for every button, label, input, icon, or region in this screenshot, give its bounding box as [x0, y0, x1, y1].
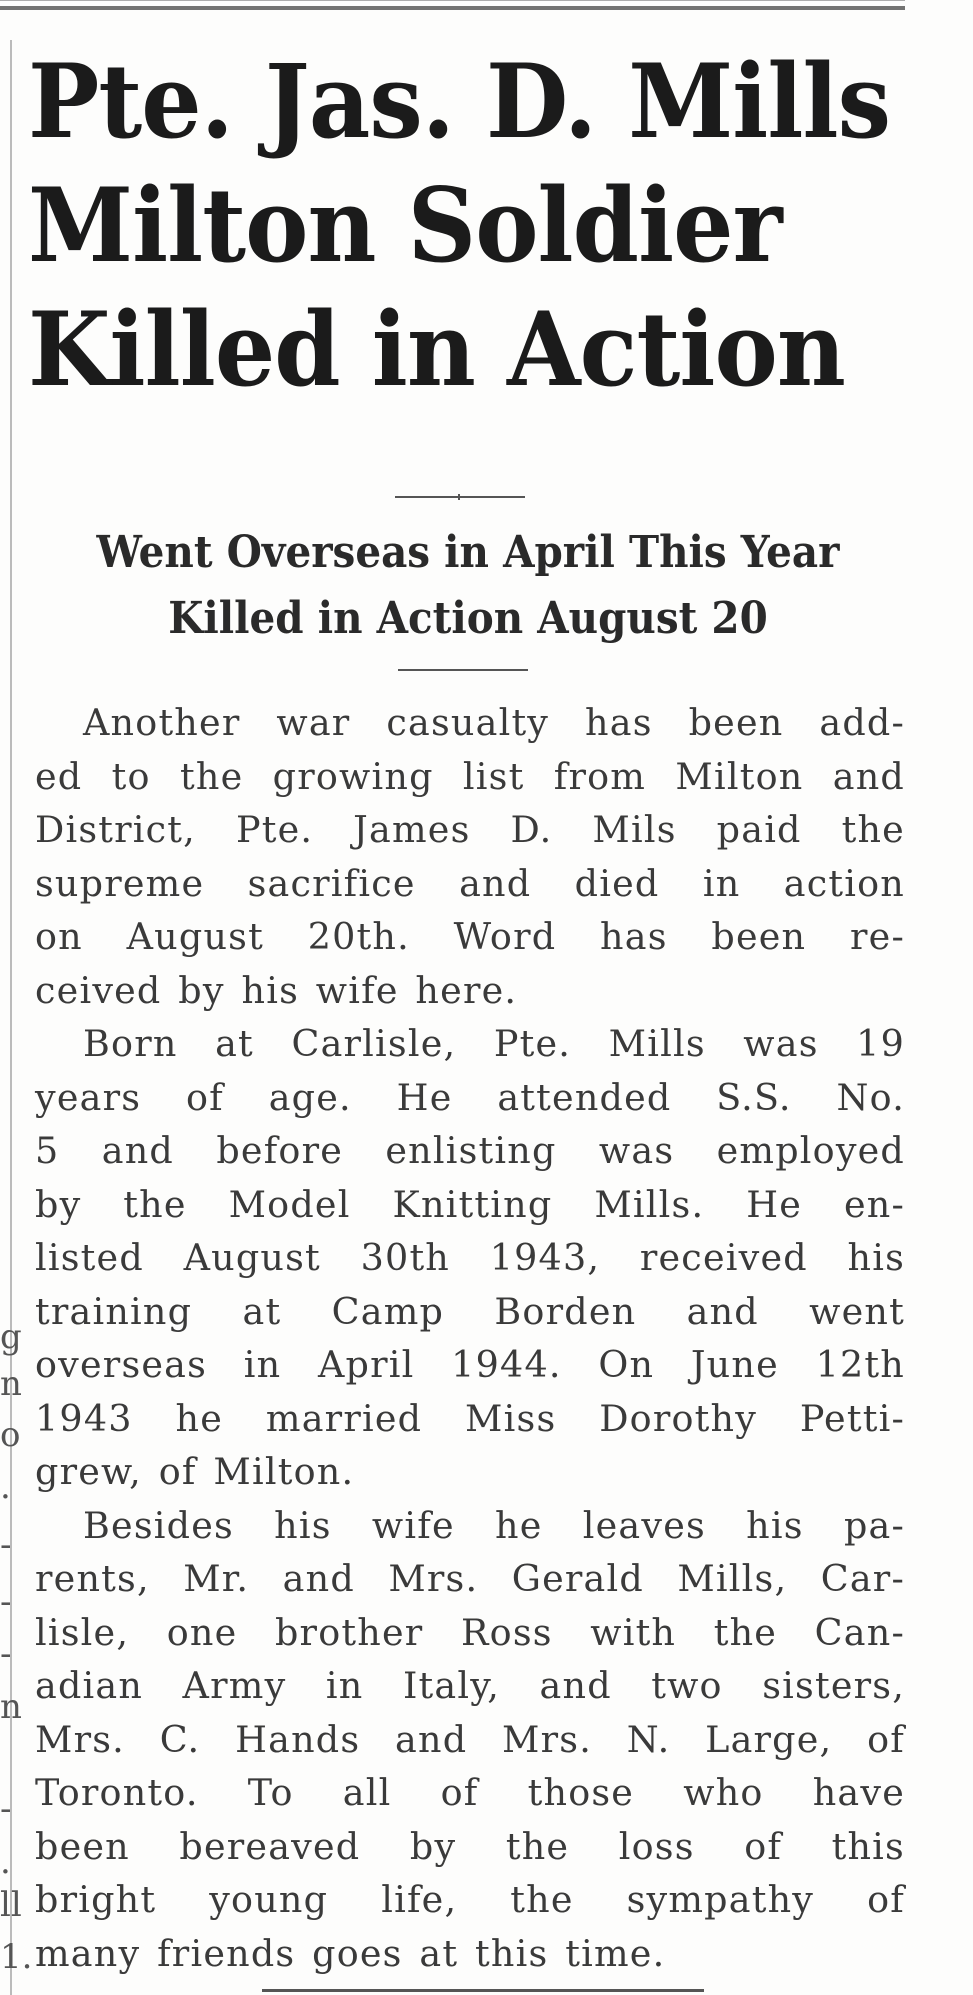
margin-fragment: . — [0, 1467, 11, 1507]
body-line: bright young life, the sympathy of — [35, 1878, 905, 1921]
margin-fragment: . — [0, 1842, 11, 1882]
body-line: Mrs. C. Hands and Mrs. N. Large, of — [35, 1717, 905, 1761]
body-line: Another war casualty has been add- — [83, 701, 905, 744]
body-line: supreme sacrifice and died in action — [35, 861, 905, 905]
headline-divider-rule — [395, 496, 525, 498]
headline-line-3: Killed in Action — [28, 290, 845, 410]
headline-line-1: Pte. Jas. D. Mills — [28, 42, 891, 162]
body-line: 1943 he married Miss Dorothy Petti- — [35, 1396, 905, 1440]
body-line: lisle, one brother Ross with the Can- — [35, 1610, 905, 1654]
margin-fragment: ll — [0, 1885, 22, 1925]
margin-fragment: - — [0, 1789, 12, 1829]
article-body — [35, 696, 905, 1980]
headline-divider-tick — [458, 494, 460, 500]
body-line: on August 20th. Word has been re- — [35, 915, 905, 958]
bottom-divider-rule — [262, 1989, 704, 1992]
margin-fragment: g — [0, 1317, 22, 1357]
body-line: Besides his wife he leaves his pa- — [83, 1503, 905, 1547]
body-line: overseas in April 1944. On June 12th — [35, 1343, 905, 1386]
body-line: Born at Carlisle, Pte. Mills was 19 — [83, 1022, 905, 1065]
margin-fragment: - — [0, 1634, 12, 1674]
paragraph-2 — [35, 1017, 905, 1499]
body-line: adian Army in Italy, and two sisters, — [35, 1664, 905, 1707]
headline-line-2: Milton Soldier — [28, 166, 782, 286]
paragraph-3 — [35, 1499, 905, 1981]
body-line: rents, Mr. and Mrs. Gerald Mills, Car- — [35, 1557, 905, 1600]
top-column-rule — [0, 6, 905, 10]
body-line: by the Model Knitting Mills. He en- — [35, 1182, 905, 1226]
body-line: listed August 30th 1943, received his — [35, 1236, 905, 1279]
top-thin-rule — [0, 0, 905, 1]
margin-fragment: 1. — [0, 1937, 33, 1977]
body-line: training at Camp Borden and went — [35, 1289, 905, 1333]
body-line: District, Pte. James D. Mils paid the — [35, 808, 905, 851]
headline — [28, 40, 891, 412]
body-line: 5 and before enlisting was employed — [35, 1129, 905, 1172]
body-line: Toronto. To all of those who have — [35, 1771, 905, 1814]
body-line: been bereaved by the loss of this — [35, 1824, 905, 1868]
body-line: grew, of Milton. — [35, 1450, 355, 1493]
subheadline-line-2: Killed in Action August 20 — [168, 593, 768, 644]
body-line: years of age. He attended S.S. No. — [35, 1075, 905, 1119]
margin-fragment: o — [0, 1415, 21, 1455]
margin-fragment: - — [0, 1525, 12, 1565]
subheadline-line-1: Went Overseas in April This Year — [96, 527, 840, 578]
margin-fragment: - — [0, 1582, 12, 1622]
body-line: ed to the growing list from Milton and — [35, 754, 905, 798]
subheadline — [63, 520, 873, 652]
subheadline-divider-rule — [398, 669, 528, 671]
body-line: many friends goes at this time. — [35, 1931, 666, 1975]
margin-fragment: n — [0, 1364, 22, 1404]
body-line: ceived by his wife here. — [35, 968, 518, 1012]
paragraph-1 — [35, 696, 905, 1017]
margin-fragment: n — [0, 1687, 22, 1727]
